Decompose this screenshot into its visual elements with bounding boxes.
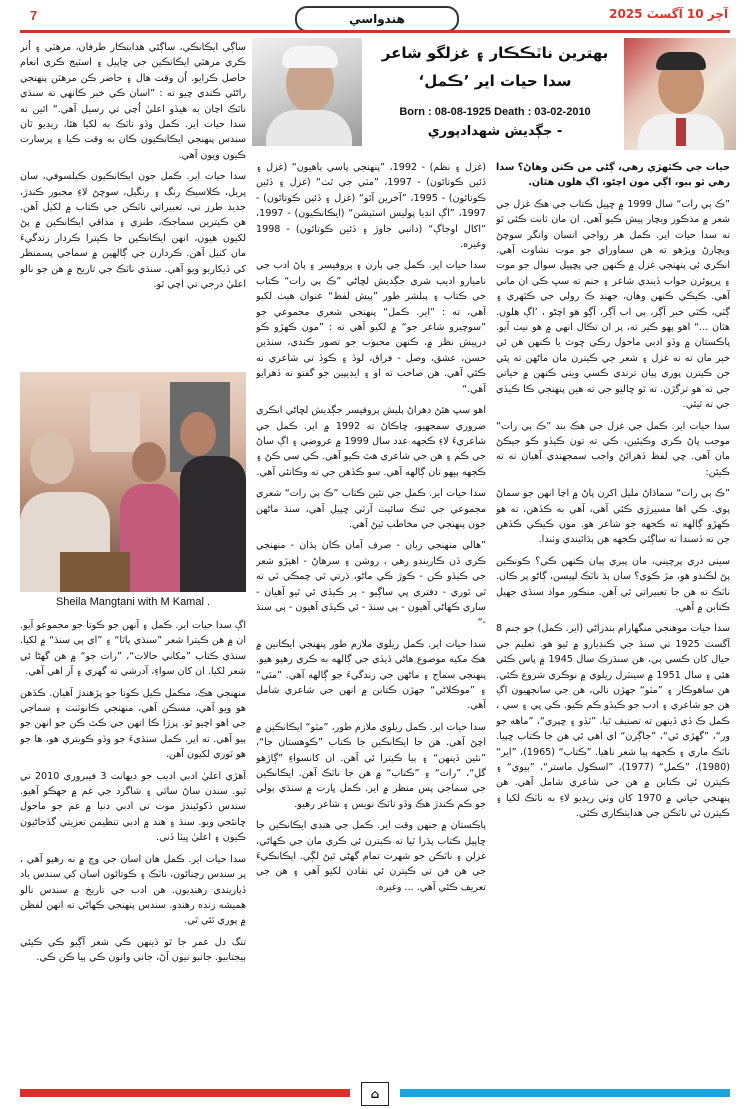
column-middle <box>256 160 486 901</box>
paragraph: ”ڪ ٻي رات“ سماڌاڻ مليل اکرن پاڻ ۾ اڃا انهن جو سماڻ پوي. ڪي اها مسيرڙي ڪئي آهي، آهي به ڪڏهن، ته هو ڪهڙو ڳالهه ته ڪجهه جو شاعر هو. مون ڪيڪي ڪڏهن جن ته ڏسندا ته ساڳئي ڪجهه هن ٻڌائيندي وٺندا. <box>496 488 730 546</box>
paragraph: سدا حيات اير. ڪمل جي غزل جي هڪ بند ”ڪ ٻي رات“ موجب ڀاڻ ڪري وڪيئين، ڪي ته تون ڪيڏو ڪو جيڪڻ مان آهي. ڇي لفظ ڏهرائڻ واجب سمجهندي آهيان ته ته ڪيئن: <box>496 420 730 478</box>
paragraph: سدا حيات اير. ڪمل جي ٻارن ۽ پروفيسر ۽ پاڻ ادب جي ناميارو اديب شري جڳديش لڇاڻي ”ڪ ٻي رات“ ڪتاب جي ڪتاب ۽ پبلشر طور ”پيش لفظ“ عنوان هيٺ لکيو آهي، ته : ”اير. ڪمل“ پنهنجي شعري مجموعي جو ”سوچيرو شاعر جو“ ۾ لکيو آهي ته : ”مون ڪهڙو ڪو درپيش نظر ۾، ڪنهن محبوب جو تصور ڪندي، سنڌين حسن، عشق، وصل - فراق، لوڏ ۽ ڪوڏ تي شاعري نه ڪئي آهي. هن صاحب ته او ۽ ايڊيپين جو گفتو نه ڏهرايو آهي.“ <box>256 260 486 395</box>
paragraph: ”هالي منهنجي زبان - صرف آمان ڪان ٻڌان - منهنجي ڪري ڏن ڪاريندو رهي ، روشن ۽ سرهاڻ - اهيڙو شعر جي ڪيڏو ڪن - ڪوڙ ڪي ماڻو، ڌرتي ٿي چمڪي ٿي ته ٿي ٿوري - دفتري ڀي ساڳيو - پر ڪيڏي ئي ٿيو آهيان - ساري ڪهاڻي آهيون - ٻي سنڌ - ئي ڪيڏي آهيون - ٻي سنڌ -“ <box>256 540 486 629</box>
footer-red-bar <box>20 1089 350 1097</box>
paragraph: تنگ دل عمر جا ٿو ڏينهن ڪي شعر آڳيو ڪي ڪيئي ٻيجتابيو. جانبو نيون آڻ، جاني وانون ڪي ٻيا ڪن ڪي. <box>20 936 246 964</box>
paragraph: سدا حيات اير. ڪمل هان اسان جي وچ ۾ نه رهيو آهي ، پر سندس رچنائون، ناٽڪ ۽ ڪوتائون اسان کي سندس ياد ڏياريندي رهنديون. هن ادب جي تاريخ ۾ سندس نالو هميشه زنده رهندو. سندس پنهنجي ڪهاڻي ته انهن لفظن ۾ پوري ٿئي ٿي. <box>20 853 246 927</box>
born-death-dates: Born : 08-08-1925 Death : 03-02-2010 <box>399 106 591 118</box>
paragraph: سدا حيات اير. ڪمل ريلوي ملازم طور پنهنجي ايڪانين ۾ هڪ مکيه موضوع هاڻي ڏيڏي جي ڳالهه به ڪري رهيو هيو. پنهنجي سماج ۽ ماڻهن جي زندگيءَ جو ڳالهه آهي. ”مٽي“ ۽ ”موڪلاڻي“ جهڙن ڪتابن ۾ انهن جي شاعري شامل آهي. <box>256 638 486 712</box>
paragraph: سدا حيات اير. ڪمل ريلوي ملازم طور، ”مٽو“ ايڪانڪين ۾ اچڻ آهي. هن جا ايڪانڪين جا ڪتاب ”ڪوهستان جا“، ”نئين ڏينهن“ ۽ ٻيا ڪيترا ئي آهن. ان کانسواءِ ”ڳاڙهو گل“، ”رات“ ۽ ”ڪتاب“ ۾ هن جا ناٽڪ آهن. ايڪانڪين جي سماجي پس منظر ۾ اير. ڪمل ڀارت ۾ سنڌي ٻولي جو ڪم ڪندڙ هڪ وڏو ناٽڪ نويس ۽ شاعر رهيو. <box>256 721 486 810</box>
paragraph: سدا حيات موهنجي منگهارام بندراڻي (اير. ڪمل) جو جنم 8 آگسٽ 1925 تي سنڌ جي ڪنڊيارو ۾ ٿيو هو. تعليم جي حيال کان ڪسي ٻي، هن سنڌرڪ سال 1945 ۾ پاس ڪئي هئي ۽ سال 1951 ۾ سينٽرل ريلوي ۾ نوڪري شروع ڪئي. هن ساهوڪار ۽ ”مٽو“ جهڙن نالي، هن جي سانجهيون اڳ هن جو شاعري ۽ ادب جو ڪيڏو ڪم ڪيو. ڪي ڀي ۽ سي ، ڪمل ڪ ڏي ڏينهن ته تصنيف ٿيا. ”ٿڏو ۽ ڇپري“، ”ماهه جو ور“، ”گهڙي ئي“، ”جاڳرن“ اي اهي ئي هن جا ڪتاب ڇپيا. ناٽڪ ماري ۽ ڪجهه ٻيا شعر ناهيا. ”ڪتاب“ (1965)، ”اير“ (1980)، ”ڪمل“ (1977)، ”اسڪول ماستر“، ”بيوي“ ۽ ڪيترن ئي ڪتابن ۾ هن جي شاعري شامل آهي. هن پنهنجي حياتي ۾ 1970 کان وٺي ريڊيو لاءِ به ناٽڪ لکيا ۽ ڪيترن ئي ناٽڪن جي هدايتڪاري ڪئي. <box>496 623 730 820</box>
paragraph: ”ڪ ٻي رات“ سال 1999 ۾ ڇپيل ڪتاب جي هڪ غزل جي شعر ۾ مذڪور ويچار پيش ڪيو آهي. ان مان ثابت ڪئي ٿو ته سدا حيات اير. ڪمل هر رواجي انسان وانگر سوچڻ ويچارڻ ويڙهو ته هن سماوراي جو موت نشاوت آهي. انڪري ئي پنهنجي غزل ۾ ڪنهن جي پڇپيل سوال جو موت ۽ ڀرڀوئرن جواب ڏيندي شاعر ۽ جنم ته سڀ ڪي ان ماني آهي. ڪيڪي ڪنهن وهان، جهنڊ ڪ رولي جي ڪٿهري ۽ ڳٽي، ڪٿي خبر آڳر، ٻي اب آڳر، آڳو هو اچڻو ، ’اڳ هلون. هٿان ...“ اهو پهو ڪير ته، پر ان تڪال انهي ۾ هو نيٺ آيو. پاڪستان ۾ وڏو ادبي ماحول رڪي ڇوٽ يا ڪنهن هن ئي خبر مان ته نه غزل ۽ شعر جي ڪيترن مان ماڻهن ته پئي جن ڪيترن پوري پيان ترندي ڪسي ويني ڪنهن ۾ حياتي جي ته هو ترگڙن. ته ٿو ڇاليو جي ته هين پنهنجي ڪا ڪيڏي جي ته ٿيئي. <box>496 198 730 411</box>
page-number: 7 <box>30 8 38 23</box>
photo-caption: Sheila Mangtani with M Kamal . <box>55 596 211 608</box>
paragraph: اهو سڀ هئڻ دهراڻ پليش پروفيسر جڳديش لڇاڻي انڪري ضروري سمجهيو، ڇاڪاڻ ته 1992 ۾ اير. ڪمل جي شاعريءَ لاءِ ڪجهه عدد سال 1999 ۾ عروضي ۽ اڳ ساڻ جي ڪم ۽ هن جي شاعري هٿ ڪيو آهي. ڪي سي ڪڻ ۽ ڪجهه ٻيهو تان ڳالهه آهي. سو ڪڏهن جي ته وڪانئي آهي. <box>256 405 486 478</box>
article-title-line-1: بهترين ناٽڪڪار ۽ غزلگو شاعر <box>381 44 609 62</box>
paragraph: پاڪستان ۾ جنهن وقت اير. ڪمل جي هندي ايڪانڪين جا ڇاپيل ڪتاب پڌرا ٿيا ته ڪيترن ئي ڪري مان جي ڪهاڻي، غزلن ۽ ناٽڪن جو شهرت تمام گهڻي ٿيڻ لڳي. ايڪانڪيءَ جي هن فن تي ڪيترن ئي نقادن لکيو آهي ۽ هن جي تعريف ڪئي آهي. ... وغيره. <box>256 820 486 893</box>
paragraph: اڳ سدا حيات اير. ڪمل ۽ آنهن جو ڪوتا جو مجموعو آيو. ان ۾ هن ڪيترا شعر ”سنڌي پاٿا“ ۽ ”اي ٻي سنڌ“ ۾ لکيا. سنڌي ڪتاب ”مکاني حالات“، ”رات جو“ ۾ هن گهڻا ئي شعر لکيا. ان کان سواءِ، آدرشي ته گهري ۽ آر اهي آهي. <box>20 620 246 678</box>
paragraph: سدا حيات اير. ڪمل جون ايڪانڪيون ڪيلسوفي، سان پريل، ڪلاسيڪ رنگ ۽ رنگيل، سوچڻ لاءِ مجبور ڪندڙ، جديد طرز تي، تعبيراتي ناٽڪن جي ڪتاب ۾ لکيل آهن. هن ڪيترين سماجڪ، طنزي ۽ مذاقي ايڪانڪين ۾ پڻ لکيون هيون، انهن ايڪانڪين جا ڪيترا ڪردار زندگيءَ مان کنيل آهن. ڪردارن جي ڳالهين ۾ سماجي پسمنظر کي ڏيکاريو ويو آهي. سنڌي ناٽڪ جي تاريخ ۾ هن جو نالو اعليٰ درجي تي اچي ٿو. <box>20 171 246 291</box>
paragraph: ساڳي ايڪانڪي، ساڳئي هدايتڪار طرفان، مرهٽي ۽ اُتر ڪري مرهٽي ايڪانڪين جي ڇاپيل ۽ اسٽيج ڪري انعام حاصل ڪرايو. اُن وقت هال ۽ حاضر ڪن مرهٽن پنهنجي راڻئي ڪندي چيو ته : ”اسان ڪي خبر ڪانهي ته سنڌي ناٽڪ اڃان به هيڏو اعليٰ اُڃي تي رسيل آهي.“ ائين ته سدا حيات اير. ڪمل وڏو ناٽڪ به لکيا هئا، ريڊيو ٿان سندس پنهنجي ايڪانڪيون ڪان به وقت ڪيا ۽ پرسارت ڪيون ويون آهي. <box>20 42 246 161</box>
dateline: آچر 10 آگسٽ 2025 <box>609 7 728 21</box>
article-title-line-2: سدا حيات اير ’ڪمل‘ <box>418 72 572 90</box>
paragraph: سدا حيات اير. ڪمل جي تئين ڪتاب ”ڪ ٻي رات“ شعري مجموعي جي ٿنڪ سائيٽ آرٽي ڇپيل آهي، سنڌ ماڻهن جون پنهنجي جي مخاطب ٿيڻ آهي. <box>256 488 486 530</box>
paragraph: (غزل ۽ نظم) - 1992، ”پنهنجي پاسي ٻاهيون“ (غزل ۽ ڏئين ڪوتائون) - 1997، ”مٽي جي ٿٺ“ (غزل ۽ ڏئين ڪوتائون) - 1995، ”آخرين آئو“ (غزل ۽ ڏئين ڪوتائون) - 1997، ”اڳ انڊيا پوليس اسٽيشن“ (ايڪانڪيون) - 1997، ”اکال اوجاڳ“ (دانبي جاوڙ ۽ ڏئين ڪوتائون) - 1998 وغيره. <box>256 162 486 251</box>
footer-logo-icon: ⌂ <box>361 1082 389 1106</box>
author-portrait-photo <box>624 38 736 150</box>
column-left-lower <box>20 618 246 972</box>
masthead-logo: هندواسي <box>295 6 459 32</box>
column-right <box>496 160 730 828</box>
paragraph: سيني دري پرچيني، مان پيري پيان ڪنهن ڪي؟ ڪونڪين پڻ لڪندو هو، مڙ ڪوي؟ سان ٻڌ ناٽڪ لپيسن، ڳاڻو پر ڪان. ناٽڪ ته هن جا تعبيراتي ئي آهن. منڪور مواد سنڌي جهيل ڪتابن ۾ آهي. <box>496 555 730 613</box>
event-photo <box>20 372 246 592</box>
paragraph: حيات جي ڪٿهڙي رهي، ڳڻي من ڪنن وهاڻ؟ سدا رهي ٿو ٻيو، اڳي مون اچڻو، اڳ هلون هٿان. <box>496 162 730 189</box>
paragraph: منهنجي هڪ، مڪمل ڪيل ڪوتا جو پڙهندڙ آهيان. ڪڏهن هو ويو آهي، مسڪن آهي، منهنجي ڪانوٽنٽ ۽ سماجي جي اهو اچيو ٿو. پرڙا ڪا انهن جي ڪٿ ڪن جو انهن جو ٻيو آهي. ته اير. ڪمل سنڌيءَ جو وڏو ڪويتري هو، ها جو هو ٽوري لکيون آهن. <box>20 687 246 761</box>
header-rule <box>20 30 730 33</box>
column-left <box>20 40 246 299</box>
poet-portrait-photo <box>252 38 362 146</box>
paragraph: آهڙي اعليٰ ادبي اديب جو ديهانت 3 فيبروري 2010 تي ٿيو. سندن ساڻ ساٿي ۽ شاگرد جي غم ۾ جهڪو آهيو. سندس ڏکوئيندڙ موت تي ادبي دنيا ۾ غم جو ماحول ڇانئجي ويو. سنڌ ۽ هند ۾ ادبي تنظيمن تعزيتي گڏجاڻيون ڪيون ۽ اعليٰ ڀيٽا ڏني. <box>20 770 246 844</box>
author-byline: - جڳديش شهدادپوري <box>427 124 563 139</box>
article-header <box>250 38 738 148</box>
footer-blue-bar <box>400 1089 730 1097</box>
page-header <box>0 0 750 30</box>
